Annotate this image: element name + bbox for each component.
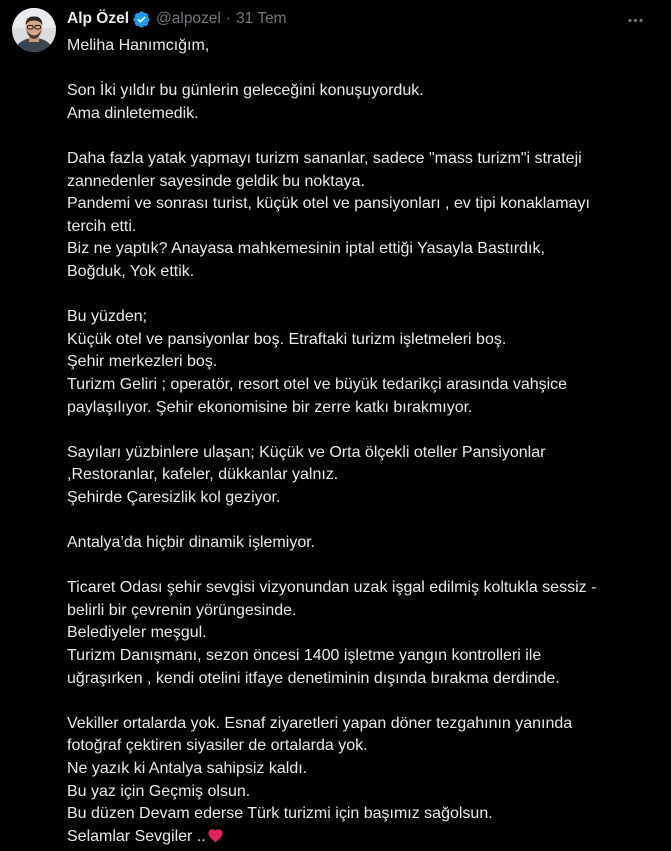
- verified-badge-icon: [132, 10, 151, 29]
- tweet-text-line: [67, 645, 657, 668]
- tweet-text-line-content: Ticaret Odası şehir sevgisi vizyonundan uzak işgal edilmiş koltukla sessiz -: [67, 579, 597, 597]
- tweet-text-line-content: tercih etti.: [67, 217, 137, 235]
- tweet-text-line-content: Boğduk, Yok ettik.: [67, 262, 195, 280]
- tweet-text-line-content: Turizm Danışmanı, sezon öncesi 1400 işletme yangın kontrolleri ile: [67, 647, 542, 665]
- blank-line: [67, 125, 657, 148]
- tweet-text-line: [67, 464, 657, 487]
- tweet-text-line-content: Ne yazık ki Antalya sahipsiz kaldı.: [67, 760, 308, 777]
- tweet-text-line-content: Bu yaz için Geçmiş olsun.: [67, 782, 251, 800]
- tweet-text-line: [67, 713, 657, 736]
- tweet-text-line: [67, 487, 657, 510]
- tweet-text-line: [67, 622, 657, 645]
- tweet-text-line-content: Ama dinletemedik.: [67, 104, 199, 122]
- author-name[interactable]: Alp Özel: [67, 10, 130, 27]
- tweet-text-line-content: uğraşırken , kendi otelini itfaye denetiminin dışında bırakma derdinde.: [67, 669, 560, 687]
- tweet-text-line-content: zannedenler sayesinde geldik bu noktaya.: [67, 172, 365, 190]
- tweet-text-line: [67, 329, 657, 352]
- tweet-text-line-content: Biz ne yaptık? Anayasa mahkemesinin iptal ettiği Yasayla Bastırdık,: [67, 240, 545, 258]
- tweet-text-line-content: Şehirde Çaresizlik kol geziyor.: [67, 488, 281, 506]
- tweet-text-line: [67, 193, 657, 216]
- tweet-text-line: [67, 103, 657, 126]
- tweet-text-line: [67, 758, 657, 781]
- tweet-text-line: [67, 826, 657, 849]
- tweet-text-line-content: Son İki yıldır bu günlerin geleceğini konuşuyorduk.: [67, 82, 424, 100]
- avatar-photo: [12, 8, 56, 52]
- tweet-text-line-content: ,Restoranlar, kafeler, dükkanlar yalnız.: [67, 466, 339, 484]
- tweet-text: [67, 35, 657, 848]
- tweet-text-line-content: Şehir merkezleri boş.: [67, 353, 218, 371]
- tweet-text-line: [67, 238, 657, 261]
- tweet-text-line-content: Bu düzen Devam ederse Türk turizmi için başımız sağolsun.: [67, 805, 493, 823]
- tweet-text-line: [67, 600, 657, 623]
- tweet-text-line: [67, 171, 657, 194]
- tweet-text-line-content: paylaşılıyor. Şehir ekonomisine bir zerre katkı bırakmıyor.: [67, 398, 473, 416]
- tweet-date[interactable]: 31 Tem: [236, 10, 287, 27]
- tweet-text-line: [67, 80, 657, 103]
- separator-dot: ·: [225, 10, 232, 27]
- tweet-text-line-content: Sayıları yüzbinlere ulaşan; Küçük ve Orta ölçekli oteller Pansiyonlar: [67, 443, 546, 461]
- red-heart-emoji-icon: [207, 827, 224, 843]
- tweet-text-line-content: Belediyeler meşgul.: [67, 624, 207, 642]
- avatar[interactable]: [12, 8, 56, 52]
- tweet-text-line: [67, 532, 657, 555]
- blank-line: [67, 555, 657, 578]
- more-options-icon[interactable]: [623, 10, 647, 30]
- blank-line: [67, 690, 657, 713]
- tweet-text-line: [67, 216, 657, 239]
- tweet-text-line-content: Antalya’da hiçbir dinamik işlemiyor.: [67, 534, 316, 552]
- blank-line: [67, 419, 657, 442]
- tweet-text-line-content: Küçük otel ve pansiyonlar boş. Etraftaki turizm işletmeleri boş.: [67, 330, 507, 348]
- tweet-text-line: [67, 397, 657, 420]
- author-handle[interactable]: @alpozel: [156, 10, 221, 27]
- tweet-text-line-content: Bu yüzden;: [67, 308, 148, 326]
- blank-line: [67, 509, 657, 532]
- tweet-text-line-content: fotoğraf çektiren siyasiler de ortalarda yok.: [67, 737, 368, 755]
- tweet-text-line: [67, 306, 657, 329]
- tweet-text-line: [67, 735, 657, 758]
- tweet-text-line: [67, 35, 657, 58]
- tweet-header: [67, 8, 287, 30]
- tweet-text-line-content: Daha fazla yatak yapmayı turizm sananlar, sadece "mass turizm"i strateji: [67, 149, 582, 167]
- blank-line: [67, 284, 657, 307]
- blank-line: [67, 58, 657, 81]
- tweet-text-line: [67, 668, 657, 691]
- tweet-text-line: [67, 803, 657, 826]
- tweet-text-line-content: belirli bir çevrenin yörüngesinde.: [67, 601, 297, 619]
- tweet-text-line: [67, 781, 657, 804]
- tweet-text-line-content: Turizm Geliri ; operatör, resort otel ve büyük tedarikçi arasında vahşice: [67, 375, 568, 393]
- tweet-text-line-content: Vekiller ortalarda yok. Esnaf ziyaretleri yapan döner tezgahının yanında: [67, 714, 573, 732]
- tweet-text-line: [67, 442, 657, 465]
- tweet-text-line: [67, 148, 657, 171]
- tweet-text-line-content: Selamlar Sevgiler ..: [67, 827, 206, 845]
- tweet-text-line: [67, 261, 657, 284]
- tweet-text-line: [67, 374, 657, 397]
- tweet-text-line-content: Meliha Hanımcığım,: [67, 37, 210, 54]
- tweet-text-line: [67, 577, 657, 600]
- tweet-text-line-content: Pandemi ve sonrası turist, küçük otel ve pansiyonları , ev tipi konaklamayı: [67, 195, 590, 213]
- tweet-text-line: [67, 351, 657, 374]
